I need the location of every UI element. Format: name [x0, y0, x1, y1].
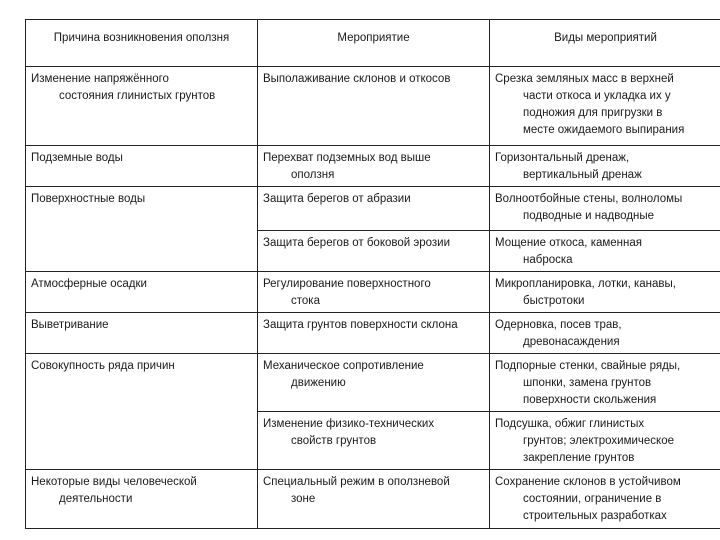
measure-text: Специальный режим в оползневой зоне	[263, 476, 450, 505]
cause-text: Выветривание	[31, 319, 109, 331]
types-text: Подпорные стенки, свайные ряды, шпонки, замена грунтов поверхности скольжения	[495, 360, 681, 406]
cause-text: Подземные воды	[31, 152, 123, 164]
types-cell	[490, 354, 720, 412]
types-text: Срезка земляных масс в верхней части откоса и укладка их у подножия для пригрузки в месте ожидаемого выпирания	[495, 73, 685, 136]
types-text: Одерновка, посев трав, древонасаждения	[495, 319, 622, 348]
measure-cell	[258, 412, 490, 470]
measure-text: Защита берегов от боковой эрозии	[263, 237, 451, 249]
types-cell	[490, 272, 720, 313]
header-measure: Мероприятие	[258, 20, 490, 67]
measure-text: Защита берегов от абразии	[263, 193, 411, 205]
table-row	[26, 470, 720, 529]
cause-cell	[26, 146, 258, 187]
measure-cell	[258, 146, 490, 187]
types-cell	[490, 187, 720, 231]
measure-text: Перехват подземных вод выше оползня	[263, 152, 431, 181]
table-row	[26, 272, 720, 313]
cause-cell	[26, 187, 258, 272]
measure-cell	[258, 187, 490, 231]
landslide-measures-table	[25, 19, 720, 529]
cause-text: Поверхностные воды	[31, 193, 146, 205]
cause-text: Атмосферные осадки	[31, 278, 147, 290]
table-row	[26, 67, 720, 146]
measure-cell	[258, 354, 490, 412]
types-text: Микропланировка, лотки, канавы, быстротоки	[495, 278, 676, 307]
cause-text: Изменение напряжённого состояния глинистых грунтов	[31, 73, 216, 102]
types-cell	[490, 412, 720, 470]
cause-cell	[26, 470, 258, 529]
cause-text: Некоторые виды человеческой деятельности	[31, 476, 197, 505]
measure-cell	[258, 272, 490, 313]
measure-text: Выполаживание склонов и откосов	[263, 73, 451, 85]
table-row	[26, 146, 720, 187]
measure-text: Изменение физико-технических свойств грунтов	[263, 418, 435, 447]
table-row	[26, 354, 720, 412]
measure-cell	[258, 470, 490, 529]
types-text: Подсушка, обжиг глинистых грунтов; электрохимическое закрепление грунтов	[495, 418, 674, 464]
measure-text: Защита грунтов поверхности склона	[263, 319, 458, 331]
types-text: Горизонтальный дренаж, вертикальный дренаж	[495, 152, 642, 181]
types-cell	[490, 313, 720, 354]
cause-text: Совокупность ряда причин	[31, 360, 175, 372]
types-cell	[490, 470, 720, 529]
table-row	[26, 313, 720, 354]
types-text: Сохранение склонов в устойчивом состоянии, ограничение в строительных разработках	[495, 476, 681, 522]
types-cell	[490, 67, 720, 146]
header-row	[26, 20, 720, 67]
cause-cell	[26, 354, 258, 470]
measure-cell	[258, 231, 490, 272]
types-cell	[490, 231, 720, 272]
table-row	[26, 187, 720, 231]
measure-cell	[258, 67, 490, 146]
cause-cell	[26, 67, 258, 146]
header-types: Виды мероприятий	[490, 20, 720, 67]
measure-text: Механическое сопротивление движению	[263, 360, 424, 389]
types-text: Волноотбойные стены, волноломы подводные и надводные	[495, 193, 683, 222]
types-text: Мощение откоса, каменная наброска	[495, 237, 643, 266]
cause-cell	[26, 313, 258, 354]
cause-cell	[26, 272, 258, 313]
measure-cell	[258, 313, 490, 354]
types-cell	[490, 146, 720, 187]
header-cause: Причина возникновения оползня	[26, 20, 258, 67]
measure-text: Регулирование поверхностного стока	[263, 278, 431, 307]
